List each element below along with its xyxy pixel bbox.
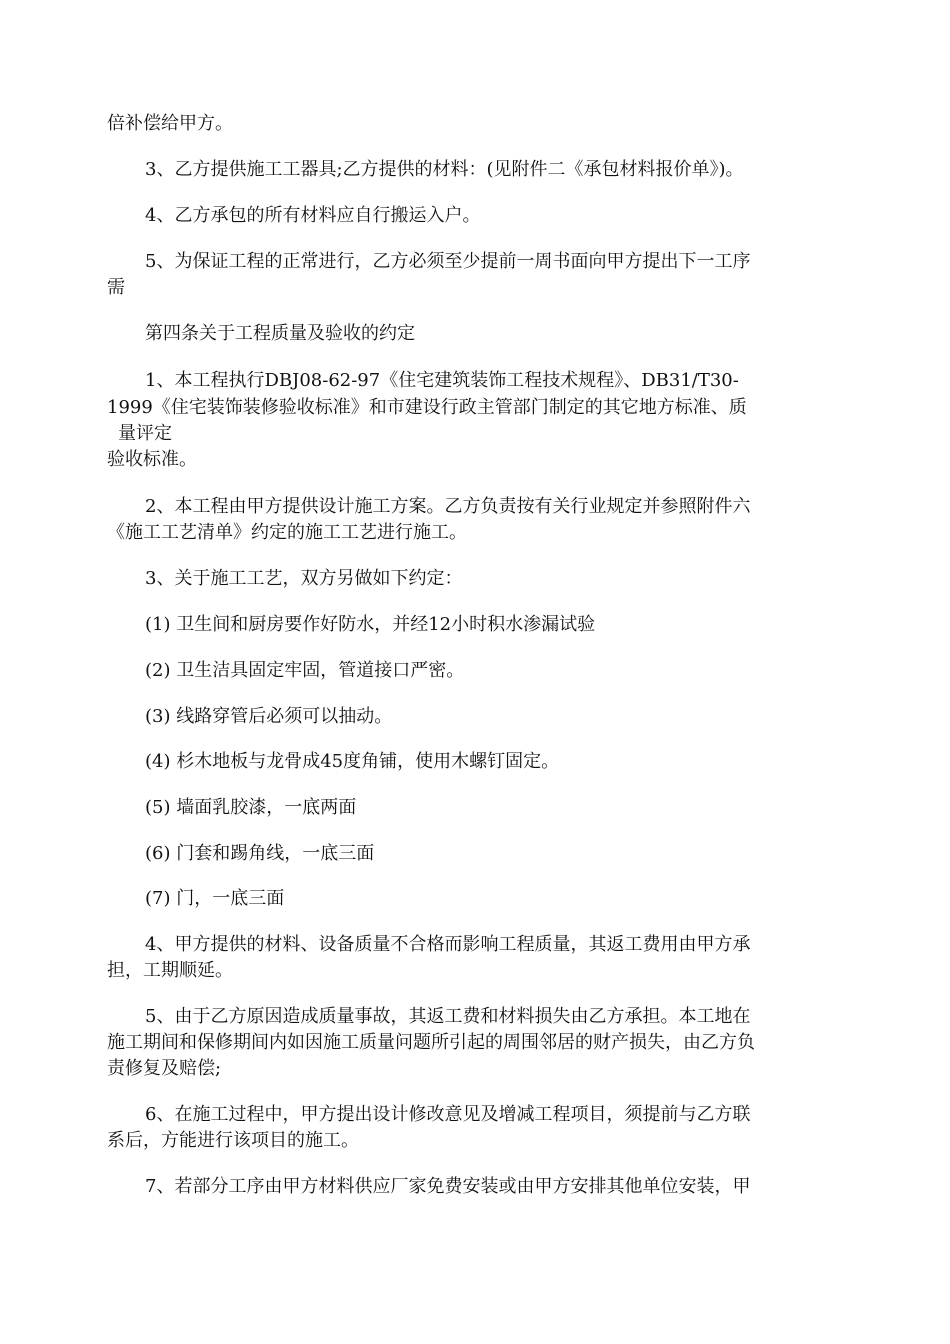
list-item: (3) 线路穿管后必须可以抽动。 <box>145 706 393 727</box>
text-line: 1、本工程执行DBJ08-62-97《住宅建筑装饰工程技术规程》、DB31/T30- <box>145 370 739 391</box>
text-line: 倍补偿给甲方。 <box>107 113 233 134</box>
text-line: 5、为保证工程的正常进行，乙方必须至少提前一周书面向甲方提出下一工序 <box>145 251 751 272</box>
text-line: 担，工期顺延。 <box>107 960 233 981</box>
text-line: 量评定 <box>118 423 172 444</box>
text-line: 6、在施工过程中，甲方提出设计修改意见及增减工程项目，须提前与乙方联 <box>145 1104 751 1125</box>
text-line: 需 <box>107 277 125 298</box>
list-item: (5) 墙面乳胶漆，一底两面 <box>145 797 357 818</box>
list-item: (6) 门套和踢角线，一底三面 <box>145 843 375 864</box>
list-item: (4) 杉木地板与龙骨成45度角铺，使用木螺钉固定。 <box>145 751 560 772</box>
list-item: (1) 卫生间和厨房要作好防水，并经12小时积水渗漏试验 <box>145 614 596 635</box>
text-line: 5、由于乙方原因造成质量事故，其返工费和材料损失由乙方承担。本工地在 <box>145 1006 751 1027</box>
text-line: 4、乙方承包的所有材料应自行搬运入户。 <box>145 205 481 226</box>
text-line: 验收标准。 <box>107 449 197 470</box>
text-line: 系后，方能进行该项目的施工。 <box>107 1130 359 1151</box>
list-item: (7) 门，一底三面 <box>145 888 285 909</box>
section-heading: 第四条关于工程质量及验收的约定 <box>145 323 415 344</box>
text-line: 3、乙方提供施工工器具;乙方提供的材料：(见附件二《承包材料报价单》)。 <box>145 159 744 180</box>
text-line: 1999《住宅装饰装修验收标准》和市建设行政主管部门制定的其它地方标准、质 <box>107 397 747 418</box>
list-item: (2) 卫生洁具固定牢固，管道接口严密。 <box>145 660 465 681</box>
text-line: 4、甲方提供的材料、设备质量不合格而影响工程质量，其返工费用由甲方承 <box>145 934 751 955</box>
text-line: 2、本工程由甲方提供设计施工方案。乙方负责按有关行业规定并参照附件六 <box>145 496 751 517</box>
text-line: 施工期间和保修期间内如因施工质量问题所引起的周围邻居的财产损失，由乙方负 <box>107 1032 755 1053</box>
text-line: 《施工工艺清单》约定的施工工艺进行施工。 <box>107 522 467 543</box>
text-line: 7、若部分工序由甲方材料供应厂家免费安装或由甲方安排其他单位安装，甲 <box>145 1176 751 1197</box>
text-line: 责修复及赔偿; <box>107 1058 222 1079</box>
text-line: 3、关于施工工艺，双方另做如下约定： <box>145 568 463 589</box>
